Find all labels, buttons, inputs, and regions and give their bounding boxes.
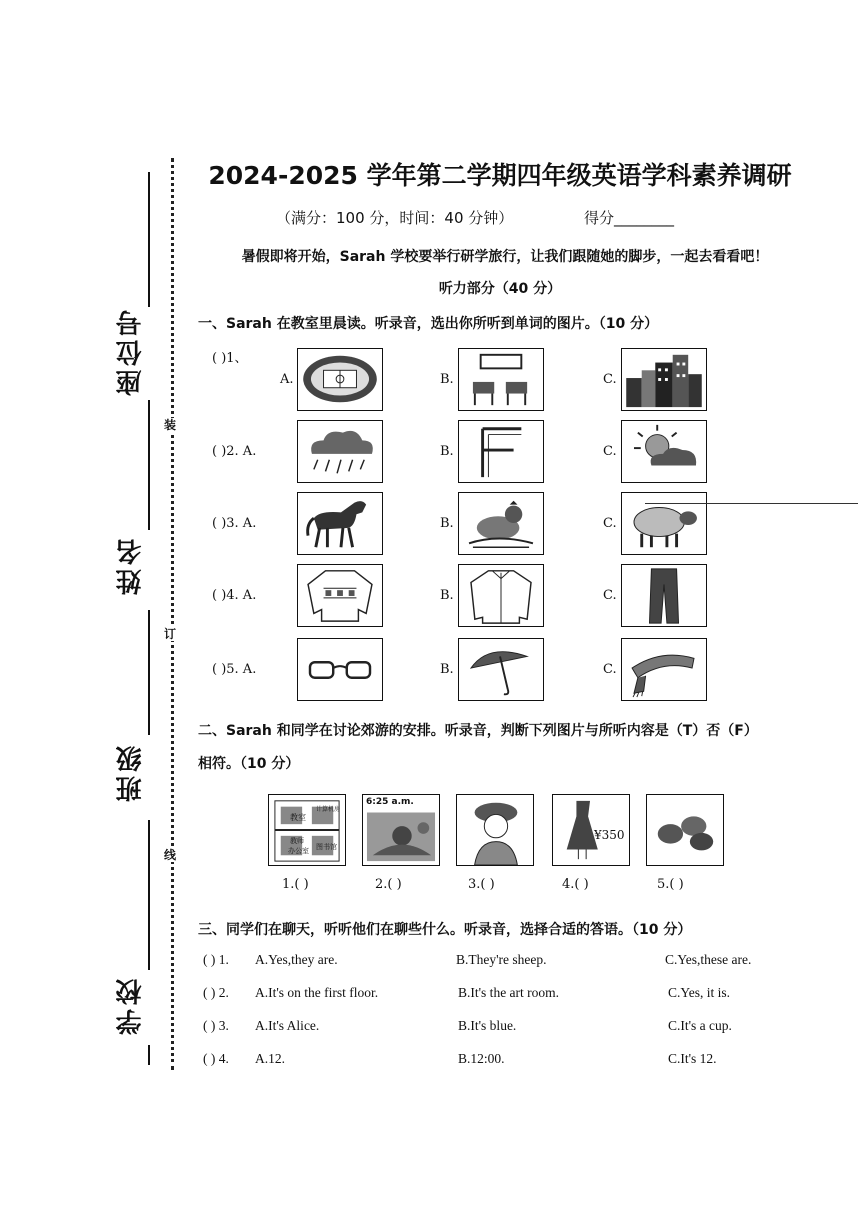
s3-q1-c: C.Yes,these are. — [665, 952, 752, 967]
class-line — [148, 820, 150, 970]
s3-q2-paren[interactable]: ( ) 2. — [203, 985, 229, 1000]
city-icon[interactable] — [621, 348, 707, 411]
q1-label-c: C. — [603, 372, 617, 387]
seat-label: 座位号 — [116, 306, 146, 396]
s3-q3-a: A.It's Alice. — [255, 1018, 320, 1033]
part-heading: 听力部分（40 分） — [438, 281, 562, 297]
section3-title: 三、同学们在聊天，听听他们在聊些什么。听录音，选择合适的答语。（10 分） — [198, 922, 692, 938]
s2-caption-2[interactable]: 2.( ) — [375, 877, 402, 892]
section2-title-line1: 二、Sarah 和同学在讨论郊游的安排。听录音，判断下列图片与所听内容是（T）否（F） — [198, 723, 758, 739]
q4-label-b: B. — [440, 588, 454, 603]
s2-caption-5[interactable]: 5.( ) — [657, 877, 684, 892]
s3-q2-c: C.Yes, it is. — [668, 985, 731, 1000]
intro-text: 暑假即将开始，Sarah 学校要举行研学旅行，让我们跟随她的脚步，一起去看看吧！ — [241, 249, 769, 265]
seat-line — [148, 172, 150, 307]
s3-q4-a: A.12. — [255, 1051, 285, 1066]
letter-f-icon[interactable] — [458, 420, 544, 483]
sheep-icon[interactable] — [621, 492, 707, 555]
q4-label-c: C. — [603, 588, 617, 603]
shirt-icon[interactable] — [458, 564, 544, 627]
glasses-icon[interactable] — [297, 638, 383, 701]
pants-icon[interactable] — [621, 564, 707, 627]
sweater-icon[interactable] — [297, 564, 383, 627]
s3-q4-paren[interactable]: ( ) 4. — [203, 1051, 229, 1066]
q3-label-b: B. — [440, 516, 454, 531]
boy-hat-icon[interactable] — [456, 794, 534, 866]
q5-paren[interactable]: ( )5. A. — [212, 662, 257, 677]
sign-teacher: 教师 — [290, 837, 304, 845]
classroom-icon[interactable] — [458, 348, 544, 411]
q2-label-b: B. — [440, 444, 454, 459]
binding-dotted-line — [171, 158, 174, 1070]
q3-paren[interactable]: ( )3. A. — [212, 516, 257, 531]
bind-char-xian: 线 — [164, 848, 177, 862]
class-label: 班级 — [116, 742, 146, 802]
school-label: 学校 — [116, 975, 146, 1035]
sign-office: 办公室 — [288, 847, 309, 855]
s3-q3-b: B.It's blue. — [458, 1018, 517, 1033]
s3-q3-paren[interactable]: ( ) 3. — [203, 1018, 229, 1033]
q4-paren[interactable]: ( )4. A. — [212, 588, 257, 603]
q5-label-c: C. — [603, 662, 617, 677]
umbrella-icon[interactable] — [458, 638, 544, 701]
s3-q1-a: A.Yes,they are. — [255, 952, 338, 967]
name-label: 姓名 — [116, 535, 146, 595]
bind-char-ding: 订 — [164, 627, 177, 641]
section1-title: 一、Sarah 在教室里晨读。听录音，选出你所听到单词的图片。（10 分） — [198, 316, 659, 332]
stray-line — [645, 503, 858, 504]
sign-computer-room: 计算机房 — [316, 806, 341, 813]
dress-price: ¥350 — [594, 828, 625, 842]
s2-caption-3[interactable]: 3.( ) — [468, 877, 495, 892]
s3-q1-b: B.They're sheep. — [456, 952, 547, 967]
name-line — [148, 610, 150, 735]
horse-icon[interactable] — [297, 492, 383, 555]
seat-line-lower — [148, 400, 150, 530]
scarf-icon[interactable] — [621, 638, 707, 701]
q1-label-b: B. — [440, 372, 454, 387]
score-label: 得分________ — [584, 209, 675, 227]
s3-q3-c: C.It's a cup. — [668, 1018, 732, 1033]
stadium-icon[interactable] — [297, 348, 383, 411]
s3-q4-b: B.12:00. — [458, 1051, 505, 1066]
section2-title-line2: 相符。（10 分） — [198, 756, 300, 772]
hen-icon[interactable] — [458, 492, 544, 555]
s2-caption-1[interactable]: 1.( ) — [282, 877, 309, 892]
sun-cloud-icon[interactable] — [621, 420, 707, 483]
bind-char-zhuang: 装 — [164, 418, 177, 432]
rain-cloud-icon[interactable] — [297, 420, 383, 483]
page-title: 2024-2025 学年第二学期四年级英语学科素养调研 — [208, 161, 792, 190]
q1-label-a: A. — [280, 372, 294, 387]
score-info: （满分：100 分，时间：40 分钟） — [276, 209, 514, 227]
s3-q2-a: A.It's on the first floor. — [255, 985, 379, 1000]
sign-classroom: 教室 — [290, 813, 306, 822]
potatoes-icon[interactable] — [646, 794, 724, 866]
sign-library: 图书馆 — [316, 843, 337, 851]
s3-q2-b: B.It's the art room. — [458, 985, 560, 1000]
s2-caption-4[interactable]: 4.( ) — [562, 877, 589, 892]
q2-label-c: C. — [603, 444, 617, 459]
q3-label-c: C. — [603, 516, 617, 531]
school-line-bottom — [148, 1045, 150, 1065]
q2-paren[interactable]: ( )2. A. — [212, 444, 257, 459]
clock-time: 6:25 a.m. — [366, 797, 414, 807]
s3-q1-paren[interactable]: ( ) 1. — [203, 952, 229, 967]
q5-label-b: B. — [440, 662, 454, 677]
q1-paren[interactable]: ( )1、 — [212, 351, 248, 366]
s3-q4-c: C.It's 12. — [668, 1051, 717, 1066]
